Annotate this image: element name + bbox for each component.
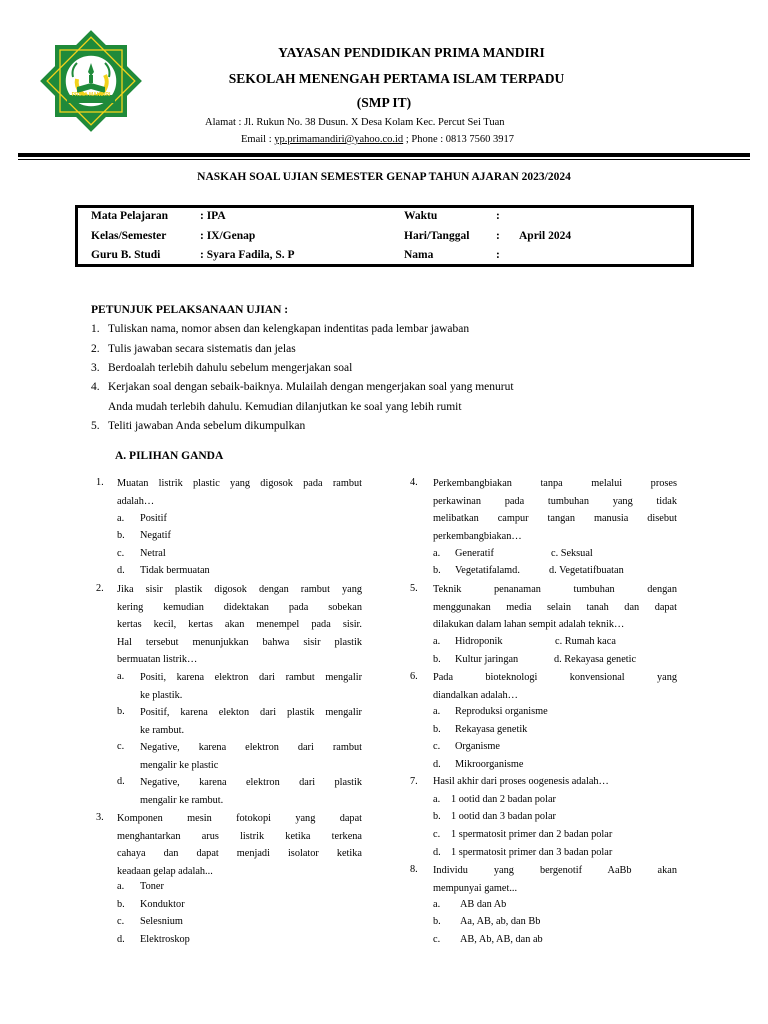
hari-value: :: [496, 230, 500, 242]
option-letter: d.: [117, 776, 125, 787]
kelas-value: : IX/Genap: [200, 230, 256, 242]
option-letter: a.: [117, 671, 125, 682]
option-b: Rekayasa genetik: [455, 724, 528, 735]
instruction-item: 5. Teliti jawaban Anda sebelum dikumpulkan: [91, 420, 306, 432]
question-text: Jika sisir plastik digosok dengan rambut yang kering kemudian didektakan pada sobekan kertas kecil, kertas akan menempel pada sisir. Hal tersebut menunjukkan bahwa sisir plastik bermuatan listrik…: [117, 584, 362, 666]
option-a: Positif: [140, 513, 167, 524]
option-b: 1 ootid dan 3 badan polar: [451, 811, 556, 822]
option-c: 1 spermatosit primer dan 2 badan polar: [451, 829, 613, 840]
question-number: 3.: [96, 812, 104, 823]
option-c: c. Seksual: [551, 548, 593, 559]
option-b: Negatif: [140, 530, 171, 541]
hari-date: April 2024: [519, 230, 572, 242]
option-letter: b.: [433, 811, 441, 822]
option-letter: a.: [117, 513, 125, 524]
question-number: 4.: [410, 477, 418, 488]
school-address: Alamat : Jl. Rukun No. 38 Dusun. X Desa Kolam Kec. Percut Sei Tuan: [205, 117, 505, 128]
email-link[interactable]: yp.primamandiri@yahoo.co.id: [274, 134, 404, 145]
option-letter: c.: [117, 741, 125, 752]
option-letter: d.: [433, 847, 441, 858]
logo-text: PRIMA MANDIRI: [71, 92, 111, 98]
question-number: 8.: [410, 864, 418, 875]
option-c: Selesnium: [140, 916, 183, 927]
org-name: YAYASAN PENDIDIKAN PRIMA MANDIRI: [278, 45, 545, 60]
option-a: Generatif: [455, 548, 494, 559]
option-d: d. Vegetatifbuatan: [549, 565, 624, 576]
option-b: Positif, karena elekton dari plastik mengalir ke rambut.: [140, 707, 362, 736]
option-letter: c.: [117, 548, 125, 559]
option-letter: b.: [433, 654, 441, 665]
header-rule-thick: [18, 153, 750, 157]
question-text: Muatan listrik plastic yang digosok pada rambut adalah…: [117, 478, 362, 507]
option-d: Tidak bermuatan: [140, 565, 210, 576]
question-number: 7.: [410, 776, 418, 787]
option-letter: d.: [117, 565, 125, 576]
option-c: Organisme: [455, 741, 500, 752]
option-a: 1 ootid dan 2 badan polar: [451, 794, 556, 805]
instruction-item: 4. Kerjakan soal dengan sebaik-baiknya. Mulailah dengan mengerjakan soal yang menurut: [91, 381, 514, 393]
question-text: Hasil akhir dari proses oogenesis adalah…: [433, 776, 609, 787]
school-contact: [241, 134, 514, 145]
option-b: Konduktor: [140, 899, 185, 910]
school-name: SEKOLAH MENENGAH PERTAMA ISLAM TERPADU: [228, 71, 565, 86]
option-a: Hidroponik: [455, 636, 503, 647]
question-text: Perkembangbiakan tanpa melalui proses perkawinan pada tumbuhan yang tidak melibatkan campur tangan manusia disebut perkembangbiakan…: [433, 478, 677, 542]
option-letter: c.: [117, 916, 125, 927]
waktu-value: :: [496, 210, 500, 222]
option-b: Aa, AB, ab, dan Bb: [460, 916, 541, 927]
option-letter: b.: [433, 565, 441, 576]
option-a: Toner: [140, 881, 164, 892]
question-number: 6.: [410, 671, 418, 682]
option-b: Vegetatifalamd.: [455, 565, 520, 576]
guru-label: Guru B. Studi: [91, 249, 161, 261]
option-b: Kultur jaringan: [455, 654, 519, 665]
question-text: Komponen mesin fotokopi yang dapat menghantarkan arus listrik ketika terkena cahaya dan dapat menjadi isolator ketika keadaan gelap adalah...: [117, 813, 362, 877]
instruction-item: 2. Tulis jawaban secara sistematis dan jelas: [91, 343, 296, 355]
kelas-label: Kelas/Semester: [91, 230, 167, 242]
option-a: Reproduksi organisme: [455, 706, 548, 717]
instruction-item-cont: Anda mudah terlebih dahulu. Kemudian dilanjutkan ke soal yang lebih rumit: [108, 401, 462, 413]
option-c: Netral: [140, 548, 166, 559]
option-d: d. Rekayasa genetic: [554, 654, 637, 665]
option-c: AB, Ab, AB, dan ab: [460, 934, 543, 945]
option-a: AB dan Ab: [460, 899, 507, 910]
option-c: c. Rumah kaca: [555, 636, 616, 647]
option-d: Mikroorganisme: [455, 759, 524, 770]
option-letter: d.: [117, 934, 125, 945]
question-text: Pada bioteknologi konvensional yang diandalkan adalah…: [433, 672, 677, 701]
mapel-value: : IPA: [200, 210, 226, 222]
mapel-label: Mata Pelajaran: [91, 210, 168, 222]
option-letter: c.: [433, 829, 441, 840]
option-letter: d.: [433, 759, 441, 770]
question-number: 5.: [410, 583, 418, 594]
option-a: Positi, karena elektron dari rambut mengalir ke plastik.: [140, 672, 362, 701]
option-letter: b.: [117, 706, 125, 717]
instructions-heading: PETUNJUK PELAKSANAAN UJIAN :: [91, 304, 289, 316]
option-letter: a.: [433, 636, 441, 647]
instruction-item: 1. Tuliskan nama, nomor absen dan kelengkapan indentitas pada lembar jawaban: [91, 323, 470, 335]
guru-value: : Syara Fadila, S. P: [200, 249, 295, 261]
question-number: 2.: [96, 583, 104, 594]
section-heading: A. PILIHAN GANDA: [115, 450, 224, 462]
hari-label: Hari/Tanggal: [404, 230, 470, 242]
option-c: Negative, karena elektron dari rambut mengalir ke plastic: [140, 742, 362, 771]
question-text: Individu yang bergenotif AaBb akan mempunyai gamet...: [433, 865, 677, 894]
option-d: Negative, karena elektron dari plastik mengalir ke rambut.: [140, 777, 362, 806]
option-letter: a.: [117, 881, 125, 892]
instruction-item: 3. Berdoalah terlebih dahulu sebelum mengerjakan soal: [91, 362, 353, 374]
option-letter: a.: [433, 706, 441, 717]
option-letter: c.: [433, 741, 441, 752]
option-letter: a.: [433, 794, 441, 805]
option-letter: b.: [433, 916, 441, 927]
email-label: Email :: [241, 134, 275, 145]
phone-text: ; Phone : 0813 7560 3917: [403, 134, 515, 145]
option-letter: b.: [433, 724, 441, 735]
option-d: 1 spermatosit primer dan 3 badan polar: [451, 847, 613, 858]
option-letter: a.: [433, 548, 441, 559]
option-d: Elektroskop: [140, 934, 190, 945]
option-letter: a.: [433, 899, 441, 910]
option-letter: c.: [433, 934, 441, 945]
option-letter: b.: [117, 899, 125, 910]
exam-title: NASKAH SOAL UJIAN SEMESTER GENAP TAHUN AJARAN 2023/2024: [197, 171, 571, 183]
option-letter: b.: [117, 530, 125, 541]
question-text: Teknik penanaman tumbuhan dengan menggunakan media selain tanah dan dapat dilakukan dalam lahan sempit adalah teknik…: [433, 584, 677, 631]
question-number: 1.: [96, 477, 104, 488]
nama-value: :: [496, 249, 500, 261]
school-abbr: (SMP IT): [356, 95, 412, 110]
nama-label: Nama: [404, 249, 434, 261]
header-rule-thin: [18, 159, 750, 160]
waktu-label: Waktu: [404, 210, 438, 222]
